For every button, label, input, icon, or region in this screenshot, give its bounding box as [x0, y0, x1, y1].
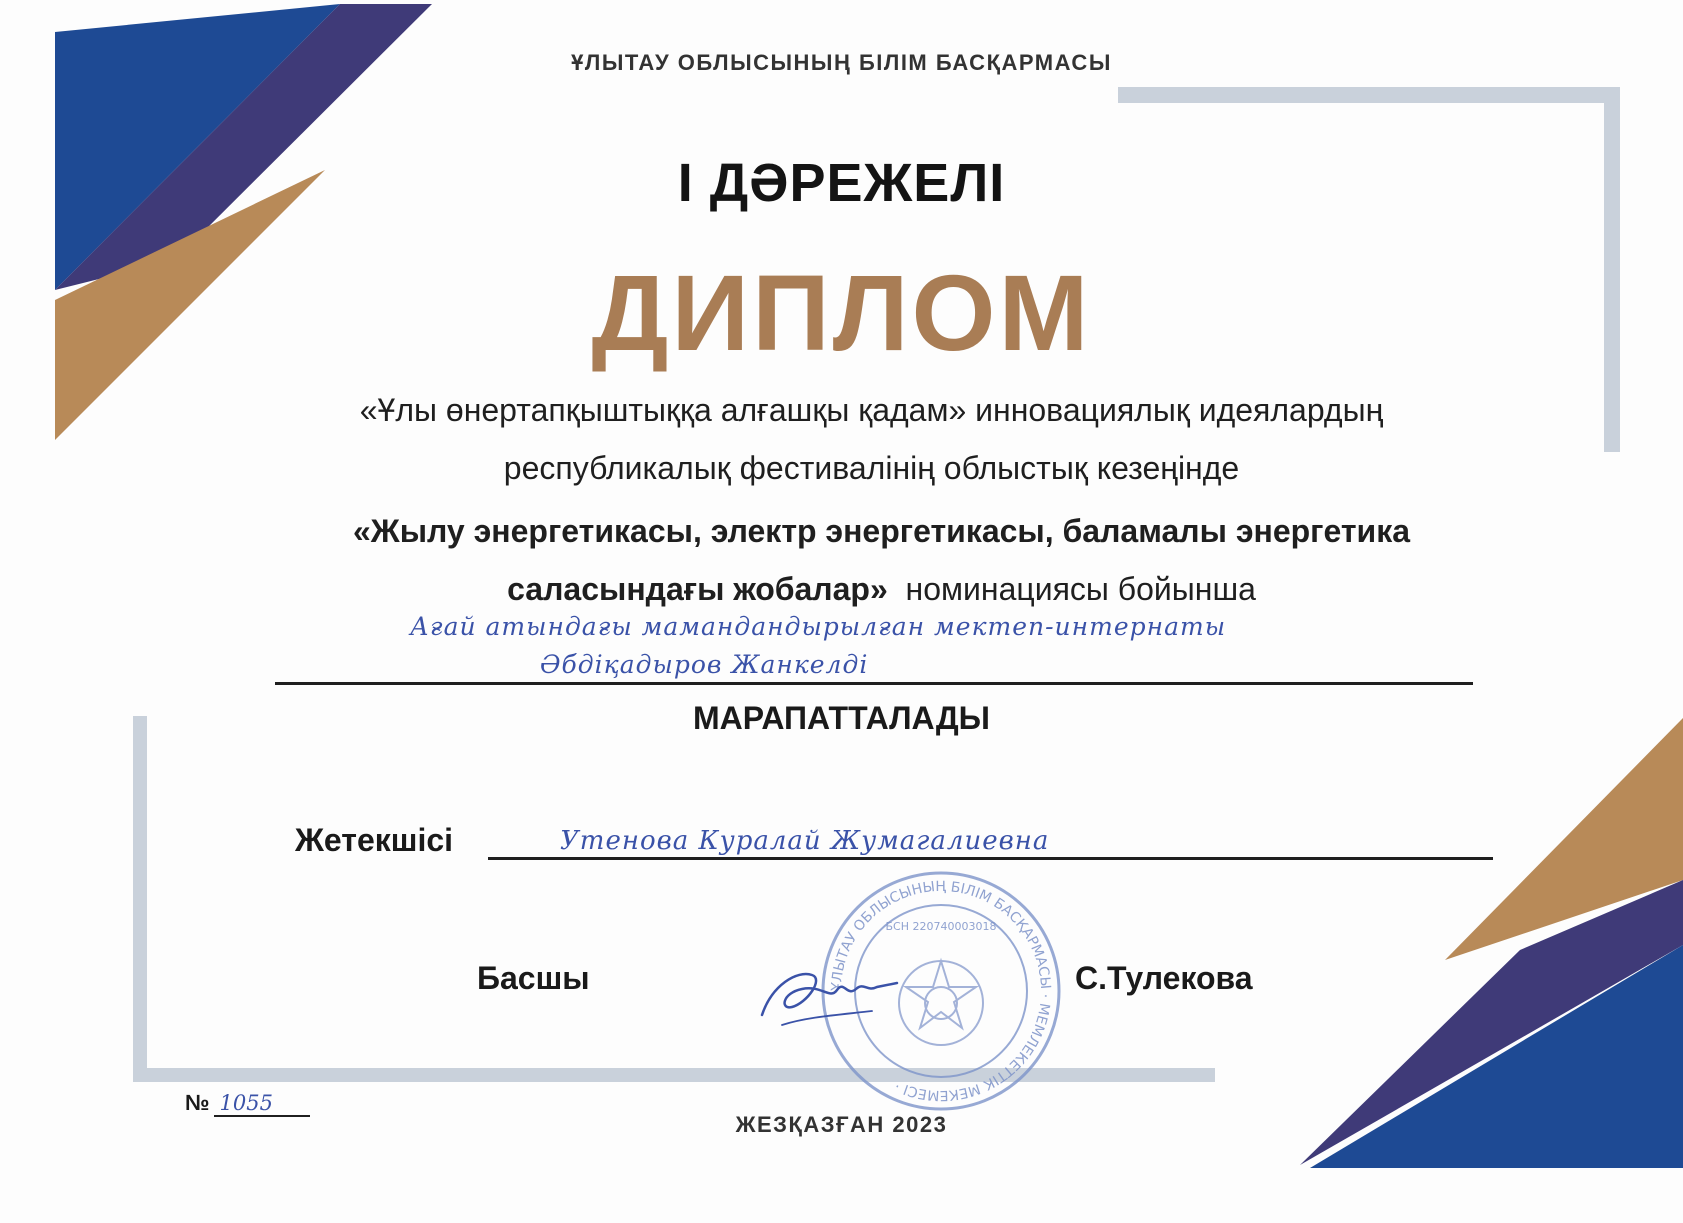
seal-ring-text: ҰЛЫТАУ ОБЛЫСЫНЫҢ БІЛІМ БАСҚАРМАСЫ · МЕМЛЕКЕТТІК МЕКЕМЕСІ ·	[828, 878, 1054, 1104]
seal-bin-text: БСН 220740003018	[885, 920, 997, 933]
nomination-suffix: номинациясы бойынша	[905, 571, 1256, 607]
number-value-handwritten: 1055	[214, 1091, 310, 1117]
nomination-text-line-1: «Жылу энергетикасы, электр энергетикасы, баламалы энергетика	[352, 513, 1411, 549]
supervisor-label: Жетекшісі	[295, 822, 454, 858]
awardee-school-handwritten: Ағай атындағы мамандандырылған мектеп-интернаты	[410, 612, 1227, 641]
head-name: С.Тулекова	[1075, 960, 1253, 996]
kazakhstan-emblem-icon	[899, 961, 983, 1045]
awardee-name-handwritten: Әбдіқадыров Жанкелді	[540, 650, 869, 679]
degree-heading: I ДӘРЕЖЕЛІ	[677, 153, 1006, 213]
nomination-text-line-2	[40, 571, 1683, 608]
signature-icon	[752, 945, 902, 1035]
diploma-title: ДИПЛОМ	[591, 252, 1092, 373]
festival-text-line-1: «Ұлы өнертапқыштыққа алғашқы қадам» инновациялық идеялардың	[359, 392, 1384, 428]
city-year: ЖЕЗҚАЗҒАН 2023	[735, 1112, 948, 1137]
supervisor-underline	[488, 857, 1493, 860]
awarded-label: МАРАПАТТАЛАДЫ	[693, 700, 990, 736]
festival-text-line-2: республикалық фестивалінің облыстық кезеңінде	[503, 450, 1240, 486]
awardee-underline	[275, 682, 1473, 685]
supervisor-name-handwritten: Утенова Куралай Жумагалиевна	[560, 826, 1050, 856]
number-label: №	[185, 1090, 210, 1115]
nomination-name-end: саласындағы жобалар»	[507, 571, 888, 607]
head-label: Басшы	[477, 960, 590, 996]
issuing-authority: ҰЛЫТАУ ОБЛЫСЫНЫҢ БІЛІМ БАСҚАРМАСЫ	[571, 50, 1112, 75]
